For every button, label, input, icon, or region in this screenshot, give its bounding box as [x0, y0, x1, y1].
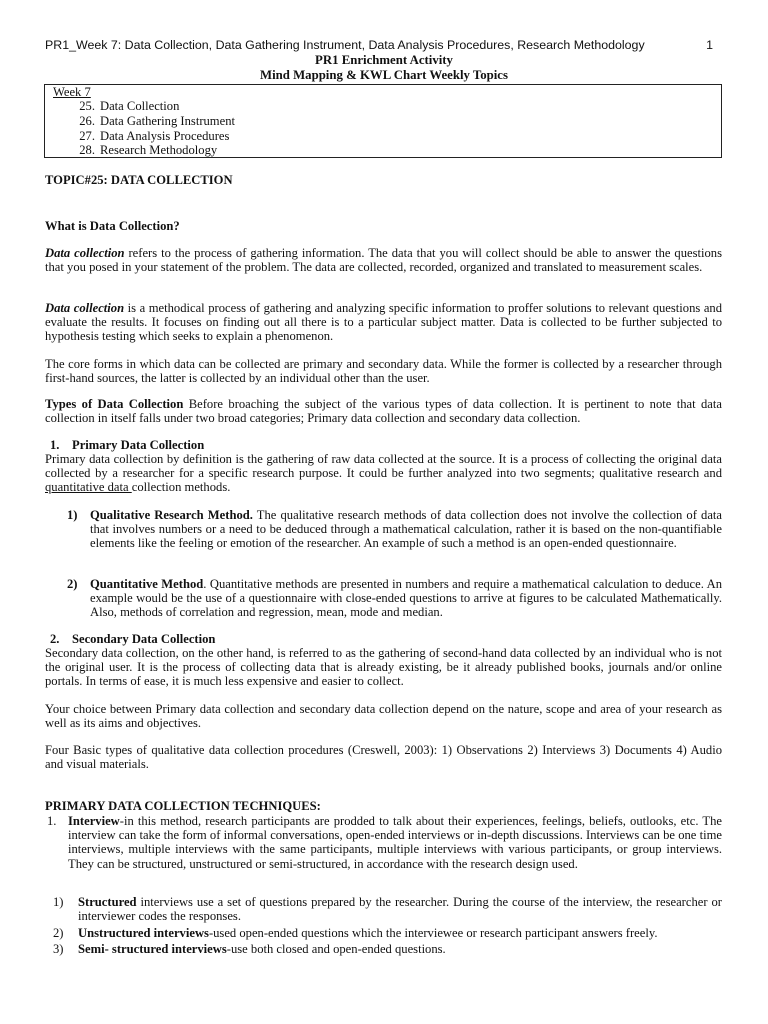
unstructured-interview-item: Unstructured interviews-used open-ended questions which the interviewee or research participant answers freely.: [78, 926, 658, 940]
list-number: 1.: [47, 814, 57, 828]
core-forms-paragraph: The core forms in which data can be collected are primary and secondary data. While the former is collected by a researcher through first-hand sources, the latter is collected by an individual other than the user.: [45, 357, 722, 386]
choice-paragraph: Your choice between Primary data collection and secondary data collection depend on the nature, scope and area of your research as well as its aims and objectives.: [45, 702, 722, 731]
primary-paragraph: Primary data collection by definition is the gathering of raw data collected at the source. It is a process of collecting the original data collected by a researcher for a specific research purpose. It could be further analyzed into two segments; qualitative research and quantitative data collection methods.: [45, 452, 722, 495]
quantitative-method-item: Quantitative Method. Quantitative methods are presented in numbers and require a mathematical calculation to deduce. An example would be the use of a questionnaire with close-ended questions to arrive at figures to be calculated Mathematically. Also, methods of correlation and regression, mean, mode and median.: [90, 577, 722, 620]
week-item: 27. Data Analysis Procedures: [79, 129, 230, 143]
list-number: 2): [67, 577, 78, 591]
types-paragraph: Types of Data Collection Before broaching the subject of the various types of data collection. It is pertinent to note that data collection in itself falls under two broad categories; Primary data collection and secondary data collection.: [45, 397, 722, 426]
primary-heading: 1. Primary Data Collection: [50, 438, 205, 452]
week-item: 28. Research Methodology: [79, 143, 218, 157]
week-item: 26. Data Gathering Instrument: [79, 114, 235, 128]
secondary-heading: 2. Secondary Data Collection: [50, 632, 216, 646]
week-item: 25. Data Collection: [79, 99, 180, 113]
list-number: 2): [53, 926, 64, 940]
techniques-heading: PRIMARY DATA COLLECTION TECHNIQUES:: [45, 799, 321, 813]
definition-paragraph-2: Data collection is a methodical process of gathering and analyzing specific information to proffer solutions to relevant questions and evaluate the results. It focuses on finding out all there is to a particular subject matter. Data is collected to be further subjected to hypothesis testing which seeks to explain a phenomenon.: [45, 301, 723, 344]
list-number: 3): [53, 942, 64, 956]
question-heading: What is Data Collection?: [45, 219, 180, 233]
four-types-paragraph: Four Basic types of qualitative data collection procedures (Creswell, 2003): 1) Observations 2) Interviews 3) Documents 4) Audio and visual materials.: [45, 743, 722, 772]
header-title: PR1_Week 7: Data Collection, Data Gathering Instrument, Data Analysis Procedures, Research Methodology: [45, 38, 645, 52]
activity-subtitle: Mind Mapping & KWL Chart Weekly Topics: [260, 68, 508, 82]
running-header: [45, 38, 713, 52]
list-number: 1): [67, 508, 78, 522]
semi-structured-interview-item: Semi- structured interviews-use both closed and open-ended questions.: [78, 942, 446, 956]
definition-paragraph-1: Data collection refers to the process of gathering information. The data that you will collect should be able to answer the questions that you posed in your statement of the problem. The data are collected, recorded, organized and translated to measurement scales.: [45, 246, 722, 275]
week-topics-box: [44, 84, 722, 158]
topic-heading: TOPIC#25: DATA COLLECTION: [45, 173, 233, 187]
structured-interview-item: Structured interviews use a set of questions prepared by the researcher. During the course of the interview, the researcher or interviewer codes the responses.: [78, 895, 722, 924]
page-number: 1: [706, 38, 713, 52]
list-number: 1): [53, 895, 64, 909]
interview-item: Interview-in this method, research participants are prodded to talk about their experiences, feelings, beliefs, outlooks, etc. The interview can take the form of informal conversations, open-ended interviews or in-depth discussions. Interviews can be one time interviews, multiple interviews with the same participants, multiple interviews with various participants, or group interviews. They can be structured, unstructured or semi-structured, in accordance with the research design used.: [68, 814, 722, 871]
qualitative-method-item: Qualitative Research Method. The qualitative research methods of data collection does not involve the collection of data that involves numbers or a need to be deduced through a mathematical calculation, rather it is based on the non-quantifiable elements like the feeling or emotion of the researcher. An example of such a method is an open-ended questionnaire.: [90, 508, 722, 551]
secondary-paragraph: Secondary data collection, on the other hand, is referred to as the gathering of second-hand data collected by an individual who is not the original user. It is the process of collecting data that is already existing, be it already published books, journals and/or online portals. In terms of ease, it is much less expensive and easier to collect.: [45, 646, 722, 689]
week-label: Week 7: [53, 85, 91, 99]
activity-title: PR1 Enrichment Activity: [315, 53, 453, 67]
